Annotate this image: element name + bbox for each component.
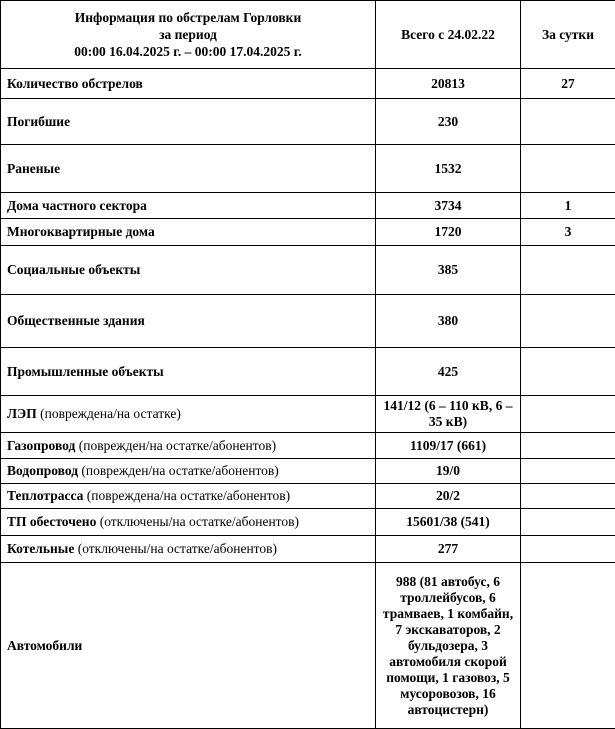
row-note: (повреждена/на остатке/абонентов) <box>83 488 290 503</box>
total-value: 20813 <box>376 69 521 99</box>
daily-value <box>521 563 615 729</box>
total-value: 277 <box>376 536 521 563</box>
row-note: (отключены/на остатке/абонентов) <box>74 541 277 556</box>
row-label: Общественные здания <box>7 313 145 328</box>
daily-value <box>521 536 615 563</box>
row-label: Котельные <box>7 541 74 556</box>
report-title-line-1: Информация по обстрелам Горловки <box>11 9 365 26</box>
row-label-cell <box>1 69 376 99</box>
total-value: 380 <box>376 295 521 348</box>
total-value: 19/0 <box>376 459 521 484</box>
daily-value <box>521 295 615 348</box>
table-row-killed <box>1 99 615 145</box>
row-label: Количество обстрелов <box>7 76 143 91</box>
table-row-transformer-substations <box>1 509 615 536</box>
row-label: Автомобили <box>7 638 82 653</box>
row-label-cell <box>1 219 376 246</box>
total-value: 1532 <box>376 145 521 193</box>
row-label-cell <box>1 145 376 193</box>
table-row-social-facilities <box>1 246 615 295</box>
total-value: 1109/17 (661) <box>376 433 521 459</box>
total-value: 20/2 <box>376 484 521 509</box>
row-label-cell <box>1 459 376 484</box>
table-row-heating-main <box>1 484 615 509</box>
row-label-cell <box>1 396 376 433</box>
column-header-total: Всего с 24.02.22 <box>376 1 521 69</box>
row-label: Промышленные объекты <box>7 364 164 379</box>
report-title-line-2: за период <box>11 26 365 43</box>
header-row <box>1 1 615 69</box>
table-row-private-houses <box>1 193 615 219</box>
row-label-cell <box>1 246 376 295</box>
row-label-cell <box>1 484 376 509</box>
total-value: 988 (81 автобус, 6 троллейбусов, 6 трамваев, 1 комбайн, 7 экскаваторов, 2 бульдозера, 3 автомобиля скорой помощи, 1 газовоз, 5 мусоровозов, 16 автоцистерн) <box>376 563 521 729</box>
daily-value <box>521 433 615 459</box>
report-title-line-3: 00:00 16.04.2025 г. – 00:00 17.04.2025 г. <box>11 43 365 60</box>
daily-value <box>521 99 615 145</box>
table-row-shelling-count <box>1 69 615 99</box>
table-row-public-buildings <box>1 295 615 348</box>
table-row-power-lines <box>1 396 615 433</box>
row-label-cell <box>1 433 376 459</box>
row-label-cell <box>1 193 376 219</box>
row-label: Дома частного сектора <box>7 198 147 213</box>
total-value: 141/12 (6 – 110 кВ, 6 – 35 кВ) <box>376 396 521 433</box>
row-label: Водопровод <box>7 463 78 478</box>
row-note: (отключены/на остатке/абонентов) <box>96 514 299 529</box>
row-label-cell <box>1 563 376 729</box>
daily-value: 1 <box>521 193 615 219</box>
row-label: Раненые <box>7 161 60 176</box>
table-row-wounded <box>1 145 615 193</box>
table-row-apartment-buildings <box>1 219 615 246</box>
total-value: 385 <box>376 246 521 295</box>
column-header-daily: За сутки <box>521 1 615 69</box>
row-note: (поврежден/на остатке/абонентов) <box>78 463 279 478</box>
row-label: Газопровод <box>7 438 75 453</box>
row-label: Теплотрасса <box>7 488 83 503</box>
row-note: (повреждена/на остатке) <box>37 406 181 421</box>
row-label-cell <box>1 509 376 536</box>
daily-value: 27 <box>521 69 615 99</box>
total-value: 1720 <box>376 219 521 246</box>
row-label-cell <box>1 348 376 396</box>
daily-value <box>521 348 615 396</box>
row-label: Погибшие <box>7 114 70 129</box>
table-row-vehicles <box>1 563 615 729</box>
table-row-gas-pipeline <box>1 433 615 459</box>
total-value: 15601/38 (541) <box>376 509 521 536</box>
daily-value <box>521 145 615 193</box>
total-value: 425 <box>376 348 521 396</box>
row-label: ЛЭП <box>7 406 37 421</box>
daily-value <box>521 246 615 295</box>
row-label-cell <box>1 99 376 145</box>
row-note: (поврежден/на остатке/абонентов) <box>75 438 276 453</box>
report-title-cell <box>1 1 376 69</box>
row-label: Социальные объекты <box>7 262 140 277</box>
total-value: 3734 <box>376 193 521 219</box>
total-value: 230 <box>376 99 521 145</box>
row-label-cell <box>1 536 376 563</box>
table-row-water-pipeline <box>1 459 615 484</box>
daily-value <box>521 484 615 509</box>
daily-value <box>521 459 615 484</box>
daily-value <box>521 509 615 536</box>
daily-value: 3 <box>521 219 615 246</box>
row-label: Многоквартирные дома <box>7 224 155 239</box>
table-row-industrial-facilities <box>1 348 615 396</box>
row-label-cell <box>1 295 376 348</box>
table-row-boiler-houses <box>1 536 615 563</box>
row-label: ТП обесточено <box>7 514 96 529</box>
daily-value <box>521 396 615 433</box>
